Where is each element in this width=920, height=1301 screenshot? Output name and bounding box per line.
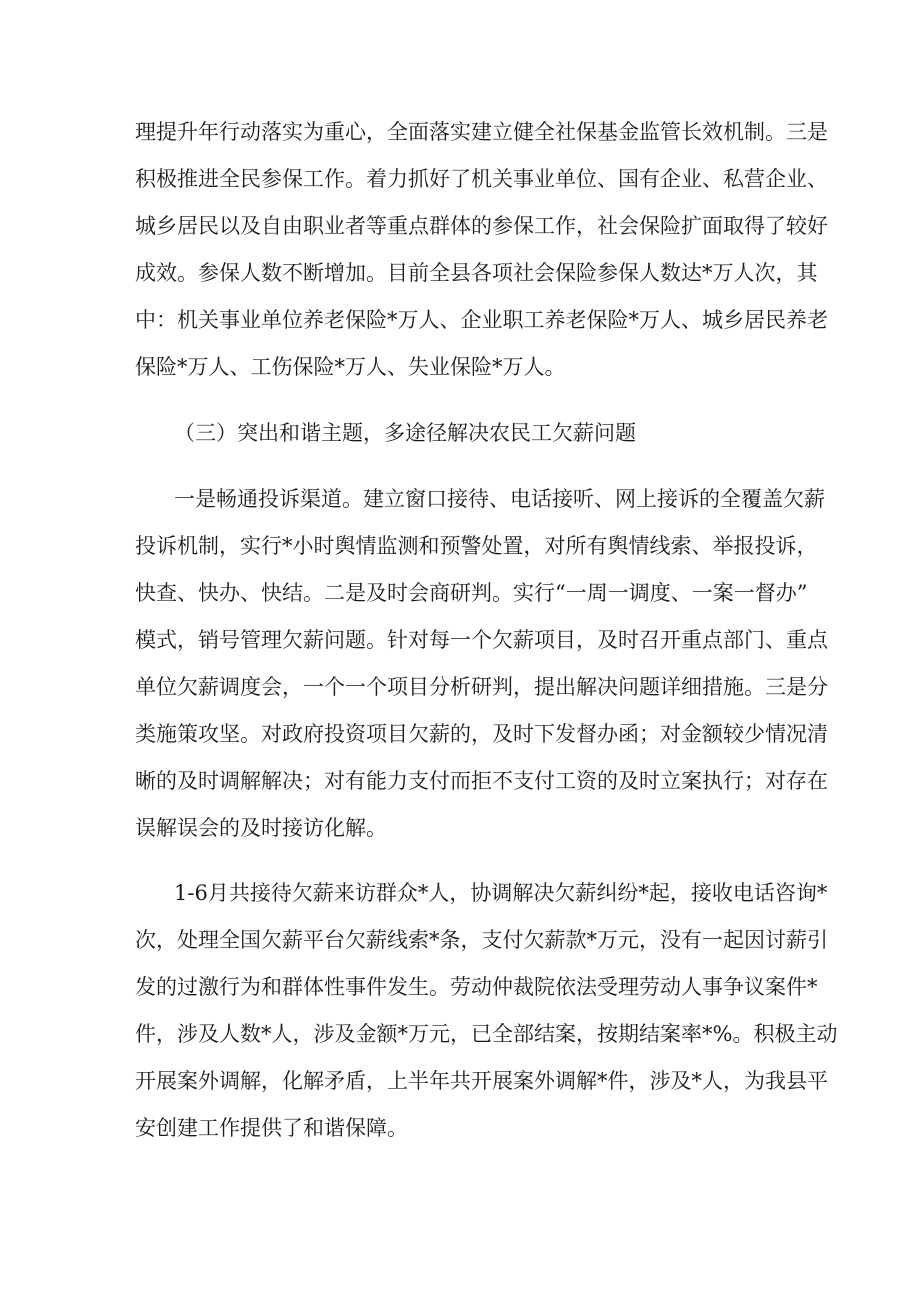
paragraph-3-line: 发的过激行为和群体性事件发生。劳动仲裁院依法受理劳动人事争议案件*	[135, 975, 818, 999]
paragraph-2-line: 误解误会的及时接访化解。	[135, 816, 387, 840]
paragraph-3-line: 次，处理全国欠薪平台欠薪线索*条，支付欠薪款*万元，没有一起因讨薪引	[135, 928, 828, 952]
paragraph-2-line: 模式，销号管理欠薪问题。针对每一个欠薪项目，及时召开重点部门、重点	[135, 628, 828, 652]
paragraph-2-line: 晰的及时调解解决；对有能力支付而拒不支付工资的及时立案执行；对存在	[135, 769, 828, 793]
paragraph-3-line: 安创建工作提供了和谐保障。	[135, 1116, 408, 1140]
paragraph-3-line: 1-6月共接待欠薪来访群众*人，协调解决欠薪纠纷*起，接收电话咨询*	[174, 881, 828, 905]
paragraph-2-line: 单位欠薪调度会，一个一个项目分析研判，提出解决问题详细措施。三是分	[135, 675, 828, 699]
paragraph-2-line: 快查、快办、快结。二是及时会商研判。实行“一周一调度、一案一督办”	[135, 581, 808, 605]
paragraph-2-line: 一是畅通投诉渠道。建立窗口接待、电话接听、网上接诉的全覆盖欠薪	[174, 487, 825, 511]
paragraph-1-line: 成效。参保人数不断增加。目前全县各项社会保险参保人数达*万人次，其	[135, 261, 818, 285]
paragraph-2-line: 类施策攻坚。对政府投资项目欠薪的，及时下发督办函；对金额较少情况清	[135, 722, 828, 746]
paragraph-1-line: 中：机关事业单位养老保险*万人、企业职工养老保险*万人、城乡居民养老	[135, 308, 828, 332]
paragraph-3-line: 件，涉及人数*人，涉及金额*万元，已全部结案，按期结案率*%。积极主动	[135, 1022, 838, 1046]
paragraph-1-line: 保险*万人、工伤保险*万人、失业保险*万人。	[135, 355, 566, 379]
paragraph-1-line: 积极推进全民参保工作。着力抓好了机关事业单位、国有企业、私营企业、	[135, 167, 828, 191]
paragraph-2-line: 投诉机制，实行*小时舆情监测和预警处置，对所有舆情线索、举报投诉，	[135, 534, 818, 558]
section-heading: （三）突出和谐主题，多途径解决农民工欠薪问题	[174, 421, 636, 445]
paragraph-1-line: 城乡居民以及自由职业者等重点群体的参保工作，社会保险扩面取得了较好	[135, 214, 828, 238]
paragraph-3-line: 开展案外调解，化解矛盾，上半年共开展案外调解*件，涉及*人，为我县平	[135, 1069, 828, 1093]
paragraph-1-line: 理提升年行动落实为重心，全面落实建立健全社保基金监管长效机制。三是	[135, 120, 828, 144]
